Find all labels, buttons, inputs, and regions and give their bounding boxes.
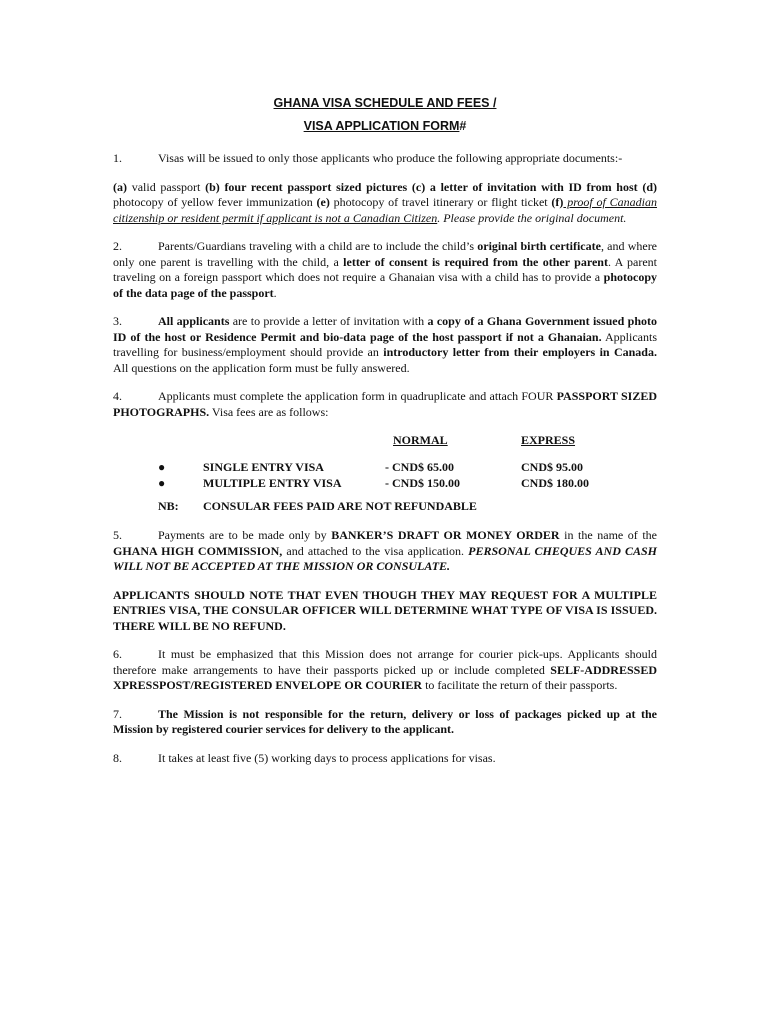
item-4-bold-1: PASSPORT SIZED PHOTOGRAPHS. bbox=[113, 389, 657, 419]
fee-express: CND$ 180.00 bbox=[521, 476, 589, 490]
item-3-text-3: All questions on the application form must be fully answered. bbox=[113, 360, 410, 375]
item-6-text-2: to facilitate the return of their passports. bbox=[422, 678, 618, 692]
item-number: 5. bbox=[113, 528, 122, 542]
item-1 bbox=[113, 151, 657, 167]
item-1-text: Visas will be issued to only those applicants who produce the following appropriate documents:- bbox=[158, 151, 623, 165]
item-4-text-1: Applicants must complete the application form in quadruplicate and attach FOUR bbox=[158, 389, 557, 403]
doc-f-label: (f) bbox=[551, 195, 564, 209]
item-2-text-1: Parents/Guardians traveling with a child are to include the child’s bbox=[158, 239, 478, 253]
fee-normal: - CND$ 65.00 bbox=[385, 460, 454, 474]
item-number: 3. bbox=[113, 314, 122, 328]
item-5-bold-1: BANKER’S DRAFT OR MONEY ORDER bbox=[331, 528, 560, 542]
fee-row bbox=[113, 460, 657, 476]
item-number: 8. bbox=[113, 750, 122, 765]
doc-b-label: (b) four recent passport sized pictures (c) a letter of invitation with ID from host (d) bbox=[205, 179, 657, 194]
item-6-text-1: It must be emphasized that this Mission does not arrange for courier pick-ups. Applicants should therefore make arrangements to have their passports picked up or include completed bbox=[113, 647, 657, 677]
item-3-bold-2: a copy of a Ghana Government issued photo ID of the host or Residence Permit and bio-data page of the host passport if not a Ghanaian. bbox=[113, 314, 657, 344]
item-number: 6. bbox=[113, 647, 122, 661]
col-express-header: EXPRESS bbox=[521, 433, 576, 447]
document-title bbox=[113, 92, 657, 138]
fee-label: SINGLE ENTRY VISA bbox=[203, 460, 324, 474]
item-2 bbox=[113, 239, 657, 301]
refund-notice bbox=[113, 588, 657, 635]
col-normal-header: NORMAL bbox=[393, 433, 448, 447]
item-number: 1. bbox=[113, 151, 122, 165]
item-6 bbox=[113, 647, 657, 694]
doc-e-text: photocopy of travel itinerary or flight ticket bbox=[329, 195, 552, 209]
fee-express: CND$ 95.00 bbox=[521, 460, 583, 474]
doc-a-text: valid passport bbox=[127, 179, 206, 194]
item-3-bold-1: All applicants bbox=[158, 314, 230, 328]
item-5-text-1: Payments are to be made only by bbox=[158, 528, 332, 542]
item-2-text-3: . A parent traveling on a foreign passport which does not require a Ghanaian visa with a child has to provide a bbox=[113, 254, 658, 284]
refund-notice-text: APPLICANTS SHOULD NOTE THAT EVEN THOUGH THEY MAY REQUEST FOR A MULTIPLE ENTRIES VISA, THE CONSULAR OFFICER WILL DETERMINE WHAT TYPE OF VISA IS ISSUED. THERE WILL BE NO REFUND. bbox=[113, 587, 657, 633]
nb-label: NB: bbox=[158, 499, 179, 513]
item-5-text-3: and attached to the visa application. bbox=[282, 543, 469, 558]
item-2-text-2: , and where only one parent is travelling with the child, a bbox=[113, 239, 658, 269]
doc-e-label: (e) bbox=[316, 195, 330, 209]
fee-normal: - CND$ 150.00 bbox=[385, 476, 460, 490]
item-1-documents bbox=[113, 180, 657, 227]
doc-a-label: (a) bbox=[113, 179, 127, 194]
title-line-1: GHANA VISA SCHEDULE AND FEES / bbox=[273, 96, 497, 110]
item-2-bold-2: letter of consent is required from the other parent bbox=[343, 254, 608, 269]
item-2-bold-3: photocopy of the data page of the passport bbox=[113, 270, 657, 300]
item-7-bold-1: The Mission is not responsible for the return, delivery or loss of packages picked up at the Mission by registered courier services for delivery to the applicant. bbox=[113, 706, 657, 736]
item-3 bbox=[113, 314, 657, 376]
doc-d-text: photocopy of yellow fever immunization bbox=[113, 195, 317, 209]
item-3-text-2: Applicants travelling for business/employment should provide an bbox=[113, 329, 658, 359]
item-7 bbox=[113, 707, 657, 738]
nb-text: CONSULAR FEES PAID ARE NOT REFUNDABLE bbox=[203, 499, 477, 513]
fee-row bbox=[113, 476, 657, 492]
fee-table-header bbox=[113, 433, 657, 453]
item-5-bold-2: GHANA HIGH COMMISSION, bbox=[113, 543, 283, 558]
item-4 bbox=[113, 389, 657, 420]
item-8 bbox=[113, 751, 657, 767]
item-5 bbox=[113, 528, 657, 575]
item-4-text-2: Visa fees are as follows: bbox=[209, 404, 329, 419]
item-number: 2. bbox=[113, 239, 122, 253]
item-number: 4. bbox=[113, 389, 122, 403]
doc-f-text: proof of Canadian citizenship or resident permit if applicant is not a Canadian Citizen bbox=[113, 195, 658, 225]
doc-f-tail: . Please provide the original document. bbox=[437, 210, 627, 225]
fee-label: MULTIPLE ENTRY VISA bbox=[203, 476, 342, 490]
item-5-bold-italic: PERSONAL CHEQUES AND CASH WILL NOT BE ACCEPTED AT THE MISSION OR CONSULATE. bbox=[113, 543, 658, 573]
item-8-text-1: It takes at least five (5) working days to process applications for visas. bbox=[158, 750, 496, 765]
item-5-text-2: in the name of the bbox=[559, 528, 658, 542]
bullet-icon: ● bbox=[158, 476, 166, 490]
item-number: 7. bbox=[113, 706, 122, 721]
bullet-icon: ● bbox=[158, 460, 166, 474]
title-line-2: VISA APPLICATION FORM bbox=[303, 119, 460, 133]
item-3-text-1: are to provide a letter of invitation with bbox=[229, 314, 428, 328]
item-2-text-4: . bbox=[273, 285, 277, 300]
item-3-bold-3: introductory letter from their employers in Canada. bbox=[383, 345, 657, 359]
title-line-2-suffix: # bbox=[459, 119, 467, 133]
nb-note bbox=[113, 499, 657, 515]
item-2-bold-1: original birth certificate bbox=[477, 239, 601, 253]
document-page bbox=[113, 92, 657, 766]
item-6-bold-1: SELF-ADDRESSED XPRESSPOST/REGISTERED ENVELOPE OR COURIER bbox=[113, 662, 657, 692]
